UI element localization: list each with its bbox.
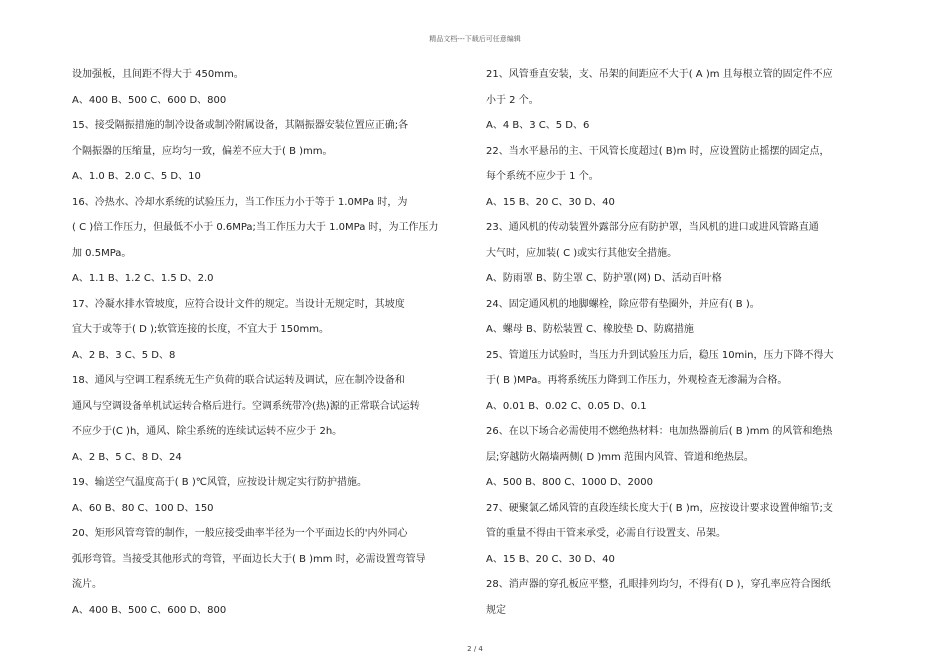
text-line: 26、在以下场合必需使用不燃绝热材料：电加热器前后( B )mm 的风管和绝热	[486, 426, 833, 437]
text-line: A、1.0 B、2.0 C、5 D、10	[72, 171, 201, 182]
text-line: A、1.1 B、1.2 C、1.5 D、2.0	[72, 273, 214, 284]
text-line: 宜大于或等于( D );软管连接的长度，不宜大于 150mm。	[72, 324, 329, 335]
page-number: 2 / 4	[467, 645, 483, 653]
text-line: A、4 B、3 C、5 D、6	[486, 120, 590, 131]
text-line: A、400 B、500 C、600 D、800	[72, 604, 227, 616]
text-line: ( C )倍工作压力，但最低不小于 0.6MPa;当工作压力大于 1.0MPa 时，为工作压力	[72, 222, 439, 233]
text-line: A、15 B、20 C、30 D、40	[486, 553, 615, 565]
text-line: A、60 B、80 C、100 D、150	[72, 502, 214, 514]
text-line: 管的重量不得由干管来承受，必需自行设置支、吊架。	[486, 528, 726, 539]
text-line: 15、接受隔振措施的制冷设备或制冷附属设备，其隔振器安装位置应正确;各	[72, 120, 409, 131]
right-column	[486, 62, 878, 623]
text-line: 19、输送空气温度高于( B )℃风管，应按设计规定实行防护措施。	[72, 477, 367, 488]
page-header: 精品文档---下载后可任意编辑	[429, 35, 521, 43]
text-line: 每个系统不应少于 1 个。	[486, 171, 599, 182]
text-line: 规定	[486, 604, 506, 616]
text-line: 流片。	[72, 579, 102, 590]
text-line: 个隔振器的压缩量，应均匀一致，偏差不应大于( B )mm。	[72, 145, 333, 157]
text-line: 弧形弯管。当接受其他形式的弯管，平面边长大于( B )mm 时，必需设置弯管导	[72, 553, 426, 565]
text-line: 20、矩形风管弯管的制作，一般应接受曲率半径为一个平面边长的'内外同心	[72, 528, 408, 539]
text-line: 24、固定通风机的地脚螺栓，除应带有垫圈外，并应有( B )。	[486, 298, 760, 310]
text-line: 层;穿越防火隔墙两侧( D )mm 范围内风管、管道和绝热层。	[486, 451, 754, 463]
text-line: A、0.01 B、0.02 C、0.05 D、0.1	[486, 400, 647, 412]
text-line: 27、硬聚氯乙烯风管的直段连续长度大于( B )m，应按设计要求设置伸缩节;支	[486, 502, 833, 514]
text-line: 21、风管垂直安装，支、吊架的间距应不大于( A )m 且每根立管的固定件不应	[486, 69, 833, 80]
text-line: A、2 B、3 C、5 D、8	[72, 349, 176, 361]
text-line: A、15 B、20 C、30 D、40	[486, 196, 615, 208]
text-line: 16、冷热水、冷却水系统的试验压力，当工作压力小于等于 1.0MPa 时，为	[72, 196, 408, 208]
text-line: 于( B )MPa。再将系统压力降到工作压力，外观检查无渗漏为合格。	[486, 375, 788, 386]
text-line: 设加强板，且间距不得大于 450mm。	[72, 69, 244, 80]
text-line: 23、通风机的传动装置外露部分应有防护罩，当风机的进口或进风管路直通	[486, 222, 819, 233]
text-line: 28、消声器的穿孔板应平整，孔眼排列均匀，不得有( D )，穿孔率应符合图纸	[486, 579, 831, 590]
text-line: A、400 B、500 C、600 D、800	[72, 94, 227, 106]
text-line: 小于 2 个。	[486, 94, 539, 106]
text-line: A、2 B、5 C、8 D、24	[72, 451, 182, 463]
text-line: 大气时，应加装( C )或实行其他安全措施。	[486, 247, 678, 259]
text-line: 22、当水平悬吊的主、干风管长度超过( B)m 时，应设置防止摇摆的固定点，	[486, 145, 830, 157]
text-line: 不应少于(C )h，通风、除尘系统的连续试运转不应少于 2h。	[72, 426, 343, 437]
text-line: 通风与空调设备单机试运转合格后进行。空调系统带冷(热)源的正常联合试运转	[72, 400, 420, 412]
text-line: A、防雨罩 B、防尘罩 C、防护罩(网) D、活动百叶格	[486, 273, 722, 284]
text-line: 加 0.5MPa。	[72, 247, 132, 259]
left-column	[72, 62, 464, 623]
text-line: 25、管道压力试验时，当压力升到试验压力后，稳压 10min，压力下降不得大	[486, 349, 834, 361]
text-line: A、500 B、800 C、1000 D、2000	[486, 477, 653, 488]
text-line: 18、通风与空调工程系统无生产负荷的联合试运转及调试，应在制冷设备和	[72, 375, 405, 386]
text-line: A、螺母 B、防松装置 C、橡胶垫 D、防腐措施	[486, 324, 694, 335]
text-line: 17、冷凝水排水管坡度，应符合设计文件的规定。当设计无规定时，其坡度	[72, 298, 405, 310]
